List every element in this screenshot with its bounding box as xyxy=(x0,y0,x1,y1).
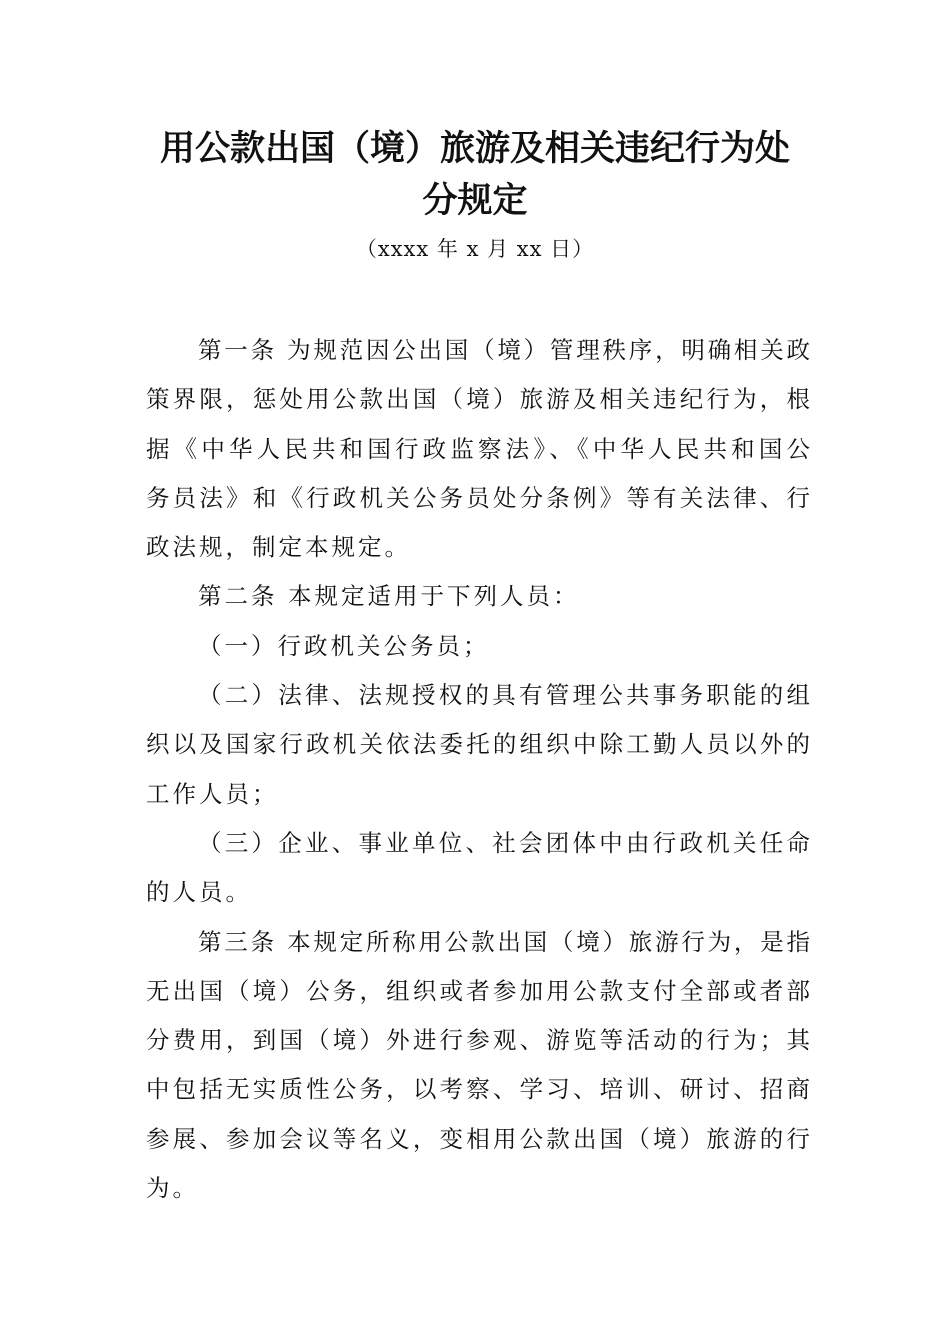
article-1-line: 政法规，制定本规定。 xyxy=(146,533,411,562)
document-title-line-1: 用公款出国（境）旅游及相关违纪行为处 xyxy=(159,129,790,169)
article-3-line: 为。 xyxy=(146,1174,199,1203)
article-2-item-2: 织以及国家行政机关依法委托的组织中除工勤人员以外的 xyxy=(146,730,810,759)
article-2-item-2: （二）法律、法规授权的具有管理公共事务职能的组 xyxy=(198,681,810,710)
document-title-line-2: 分规定 xyxy=(422,181,528,221)
article-1-line: 第一条 为规范因公出国（境）管理秩序，明确相关政 xyxy=(198,336,810,364)
article-2-item-3: 的人员。 xyxy=(146,878,252,907)
article-3-line: 分费用，到国（境）外进行参观、游览等活动的行为；其 xyxy=(146,1026,810,1055)
document-date: （xxxx 年 x 月 xx 日） xyxy=(355,237,595,261)
article-2-item-3: （三）企业、事业单位、社会团体中由行政机关任命 xyxy=(198,828,810,857)
article-3-line: 参展、参加会议等名义，变相用公款出国（境）旅游的行 xyxy=(146,1124,810,1153)
article-2-item-2: 工作人员； xyxy=(146,779,279,808)
article-3-line: 无出国（境）公务，组织或者参加用公款支付全部或者部 xyxy=(146,976,810,1005)
article-2-line: 第二条 本规定适用于下列人员： xyxy=(198,582,580,611)
article-3-line: 中包括无实质性公务，以考察、学习、培训、研讨、招商 xyxy=(146,1075,810,1104)
article-3-line: 第三条 本规定所称用公款出国（境）旅游行为，是指 xyxy=(198,927,810,956)
article-1-line: 务员法》和《行政机关公务员处分条例》等有关法律、行 xyxy=(146,483,810,512)
article-1-line: 策界限，惩处用公款出国（境）旅游及相关违纪行为，根 xyxy=(146,385,810,414)
article-1-line: 据《中华人民共和国行政监察法》、《中华人民共和国公 xyxy=(146,434,810,463)
article-2-item-1: （一）行政机关公务员； xyxy=(198,631,490,660)
document-body xyxy=(146,326,810,1213)
